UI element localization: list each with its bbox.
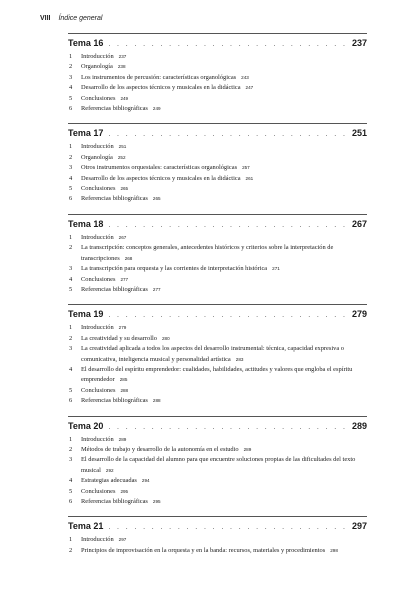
toc-entry [68,487,367,497]
dot-leader [108,422,349,433]
entry-title: Métodos de trabajo y desarrollo de la autonomía en el estudio [81,445,239,453]
entry-text-wrap [81,365,367,386]
entry-number: 5 [69,185,73,193]
entry-number: 6 [69,498,73,505]
tema-page-number: 237 [351,38,367,48]
toc-section [68,33,367,114]
entry-title: Desarrollo de los aspectos técnicos y musicales en la didáctica [81,174,241,182]
entry-number: 2 [69,445,73,453]
entry-text-wrap [81,73,367,83]
tema-heading [68,38,367,50]
entry-title: La creatividad y su desarrollo [81,334,157,342]
entry-title: Referencias bibliográficas [81,195,148,203]
toc-entry [68,455,367,476]
entry-number: 1 [69,324,73,332]
entry-page-number: 238 [117,64,126,70]
entry-text-wrap [81,396,367,406]
entry-number: 1 [69,53,73,60]
entry-page-number: 289 [243,446,252,452]
section-divider [68,304,367,305]
entry-text-wrap [81,52,367,62]
entry-page-number: 280 [161,335,170,341]
entry-title: Desarrollo de los aspectos técnicos y musicales en la didáctica [81,84,241,92]
entry-page-number: 243 [241,74,249,80]
toc-entry [68,194,367,204]
toc-entry [68,334,367,344]
toc-entry [68,52,367,62]
entry-number: 3 [69,345,73,353]
entry-number: 3 [69,73,73,81]
entry-number: 2 [69,153,73,161]
entry-text-wrap [81,83,367,93]
toc-entry [68,445,367,455]
entry-title: Estrategias adecuadas [81,477,137,485]
entry-text-wrap [81,174,367,184]
toc-entry [68,546,367,556]
entry-title: La creatividad aplicada a todos los aspectos del desarrollo instrumental: técnica, capacidad expresiva o comunicativa, inteligencia musical y personalidad artística [81,345,344,363]
entry-number: 4 [69,477,73,485]
toc-entry [68,365,367,386]
entry-page-number: 249 [120,95,129,101]
dot-leader [108,39,349,50]
entry-text-wrap [81,487,367,497]
toc-section [68,123,367,204]
entry-title: La transcripción: conceptos generales, antecedentes históricos y criterios sobre la interpretación de transcripciones [81,244,334,262]
entry-text-wrap [81,194,367,204]
running-title: Índice general [58,15,103,22]
tema-title: Tema 20 [68,420,104,431]
entry-page-number: 277 [152,286,161,292]
tema-page-number: 267 [351,218,367,229]
entry-title: Referencias bibliográficas [81,397,148,405]
entry-text-wrap [81,264,367,274]
entry-page-number: 265 [152,196,161,202]
entry-page-number: 294 [141,478,150,484]
toc-entry [68,83,367,93]
dot-leader [108,220,349,231]
tema-title: Tema 19 [68,309,104,320]
tema-title: Tema 17 [68,128,104,139]
entry-number: 2 [69,244,73,252]
entry-title: Referencias bibliográficas [81,285,148,293]
entry-text-wrap [81,344,367,365]
entry-title: Referencias bibliográficas [81,105,148,113]
entry-number: 3 [69,164,73,172]
dot-leader [108,129,349,140]
entry-text-wrap [81,455,367,476]
table-of-contents [68,33,367,565]
section-divider [68,214,367,215]
toc-entry [68,344,367,365]
entry-page-number: 288 [152,398,161,404]
entry-number: 2 [69,334,73,342]
entry-page-number: 237 [118,54,127,59]
toc-entry [68,104,367,114]
toc-entry [68,184,367,194]
entry-number: 1 [69,536,73,544]
entry-page-number: 271 [272,266,280,272]
entry-title: Referencias bibliográficas [81,498,148,505]
toc-entry [68,285,367,295]
toc-entry [68,142,367,152]
tema-title: Tema 16 [68,38,104,48]
entry-number: 5 [69,285,73,293]
entry-text-wrap [81,497,367,507]
entry-page-number: 277 [120,276,129,282]
entry-page-number: 257 [242,165,250,171]
entry-text-wrap [81,163,367,173]
entry-number: 1 [69,435,73,443]
entry-title: El desarrollo de la capacidad del alumno para que encuentre soluciones propias de las dificultades del texto musical [81,456,356,474]
entry-page-number: 292 [105,467,114,473]
entry-text-wrap [81,334,367,344]
entry-number: 4 [69,174,73,182]
entry-title: Organología [81,153,113,161]
entry-page-number: 252 [117,154,126,160]
entry-page-number: 288 [120,387,129,393]
entry-title: Principios de improvisación en la orquesta y en la banda: recursos, materiales y procedimientos [81,546,326,554]
entry-text-wrap [81,546,367,556]
entry-page-number: 298 [330,547,338,553]
entry-text-wrap [81,233,367,243]
entry-page-number: 283 [235,356,244,362]
entry-text-wrap [81,62,367,72]
toc-entry [68,73,367,83]
page-number: VIII [40,15,51,22]
toc-entry [68,94,367,104]
entry-title: Conclusiones [81,185,116,193]
entry-page-number: 285 [119,377,128,383]
entry-number: 4 [69,275,73,283]
entry-page-number: 295 [120,488,129,494]
tema-page-number: 297 [351,521,367,532]
entry-text-wrap [81,243,367,264]
entry-page-number: 295 [152,499,161,504]
toc-section [68,304,367,406]
tema-title: Tema 18 [68,218,104,229]
tema-page-number: 279 [351,309,367,320]
section-divider [68,516,367,517]
toc-entry [68,275,367,285]
entry-number: 6 [69,195,73,203]
section-divider [68,33,367,34]
dot-leader [108,310,349,321]
entry-number: 4 [69,365,73,373]
toc-entry [68,264,367,274]
entry-text-wrap [81,142,367,152]
entry-page-number: 268 [124,255,133,261]
toc-section [68,516,367,556]
entry-number: 1 [69,143,73,151]
entry-text-wrap [81,323,367,333]
toc-entry [68,163,367,173]
toc-entry [68,396,367,406]
entry-page-number: 267 [118,234,127,240]
entry-number: 6 [69,397,73,405]
running-header [40,15,102,22]
tema-title: Tema 21 [68,521,104,532]
entry-title: La transcripción para orquesta y las corrientes de interpretación histórica [81,265,268,273]
entry-text-wrap [81,445,367,455]
tema-heading [68,219,367,231]
entry-title: Otros instrumentos orquestales: características organológicas [81,164,238,172]
toc-entry [68,386,367,396]
toc-section [68,416,367,508]
entry-title: Conclusiones [81,275,116,283]
entry-number: 3 [69,456,73,464]
tema-heading [68,421,367,433]
tema-page-number: 251 [351,128,367,139]
entry-page-number: 289 [118,436,127,442]
toc-entry [68,153,367,163]
entry-title: Introducción [81,435,114,443]
tema-heading [68,128,367,140]
entry-text-wrap [81,386,367,396]
entry-page-number: 249 [152,106,161,112]
entry-number: 2 [69,546,73,554]
toc-entry [68,435,367,445]
entry-number: 5 [69,386,73,394]
entry-page-number: 265 [120,186,129,192]
entry-title: Introducción [81,53,114,60]
entry-text-wrap [81,94,367,104]
entry-number: 5 [69,487,73,495]
entry-title: Conclusiones [81,94,116,102]
toc-entry [68,476,367,486]
toc-section [68,214,367,295]
entry-text-wrap [81,153,367,163]
entry-title: Introducción [81,324,114,332]
entry-text-wrap [81,476,367,486]
toc-entry [68,233,367,243]
entry-number: 3 [69,265,73,273]
entry-title: Los instrumentos de percusión: características organológicas [81,73,237,81]
tema-page-number: 289 [351,420,367,431]
entry-text-wrap [81,104,367,114]
toc-entry [68,497,367,507]
entry-title: Introducción [81,143,114,151]
toc-entry [68,535,367,545]
toc-entry [68,62,367,72]
entry-number: 4 [69,84,73,92]
entry-text-wrap [81,285,367,295]
entry-page-number: 247 [245,85,254,91]
entry-number: 6 [69,105,73,113]
entry-page-number: 297 [118,537,127,543]
entry-title: Conclusiones [81,487,116,495]
dot-leader [108,522,349,533]
tema-heading [68,309,367,321]
entry-page-number: 251 [118,144,127,150]
tema-heading [68,521,367,533]
entry-text-wrap [81,435,367,445]
toc-entry [68,174,367,184]
entry-text-wrap [81,184,367,194]
entry-title: Introducción [81,233,114,241]
toc-entry [68,243,367,264]
entry-page-number: 261 [245,175,254,181]
entry-title: Organología [81,63,113,71]
entry-title: El desarrollo del espíritu emprendedor: cualidades, habilidades, actitudes y valores que engloba el espíritu emprendedor [81,365,353,384]
entry-text-wrap [81,535,367,545]
entry-number: 1 [69,233,73,241]
entry-number: 5 [69,94,73,102]
entry-number: 2 [69,63,73,71]
toc-entry [68,323,367,333]
section-divider [68,416,367,417]
entry-title: Conclusiones [81,386,116,394]
section-divider [68,123,367,124]
entry-page-number: 279 [118,325,127,331]
entry-title: Introducción [81,536,114,544]
entry-text-wrap [81,275,367,285]
